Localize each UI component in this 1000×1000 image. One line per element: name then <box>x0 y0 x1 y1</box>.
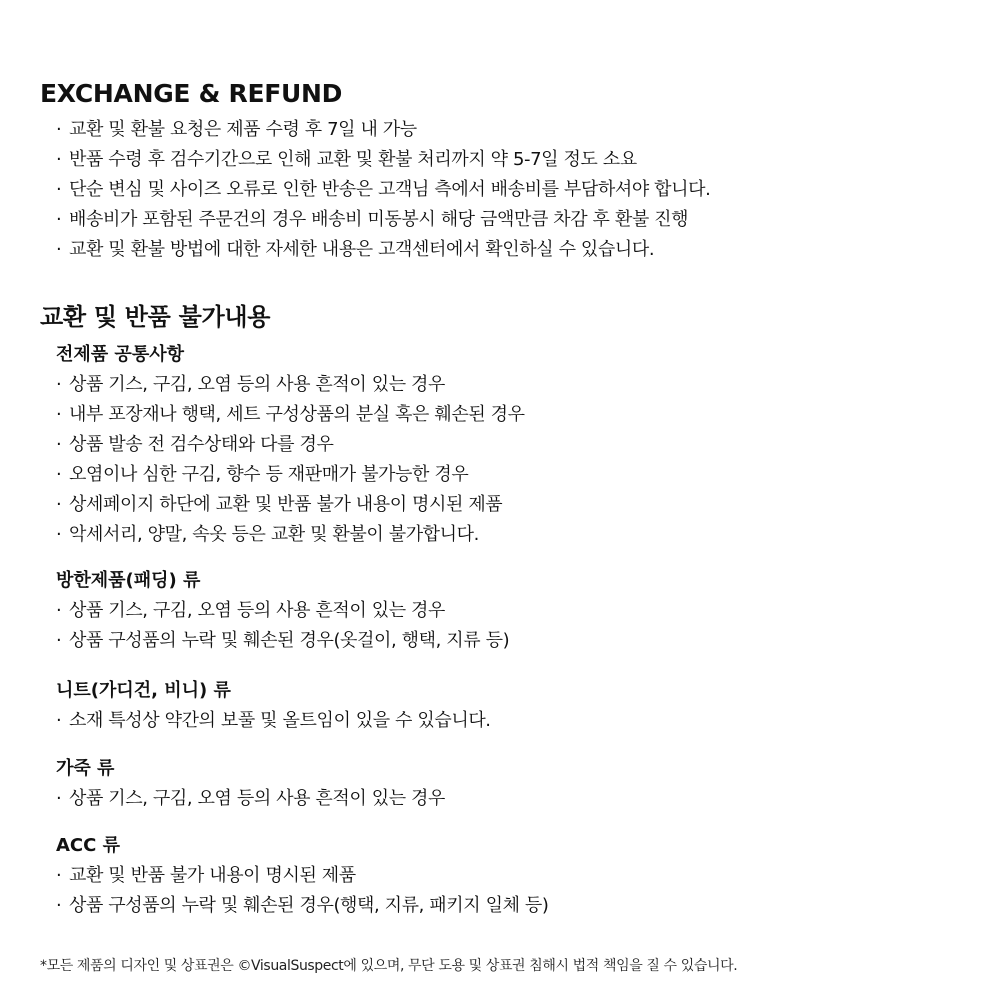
non-returnable-item: · 오염이나 심한 구김, 향수 등 재판매가 불가능한 경우 <box>56 464 469 485</box>
bullet: · <box>56 404 62 425</box>
bullet: · <box>56 179 62 200</box>
bullet: · <box>56 149 62 170</box>
non-returnable-item: · 상품 구성품의 누락 및 훼손된 경우(행택, 지류, 패키지 일체 등) <box>56 895 549 916</box>
exchange-refund-item: · 교환 및 환불 요청은 제품 수령 후 7일 내 가능 <box>56 119 417 140</box>
exchange-refund-item: · 배송비가 포함된 주문건의 경우 배송비 미동봉시 해당 금액만큼 차감 후 환불 진행 <box>56 209 689 230</box>
bullet: · <box>56 895 62 916</box>
bullet: · <box>56 494 62 515</box>
non-returnable-item: · 악세서리, 양말, 속옷 등은 교환 및 환불이 불가합니다. <box>56 524 479 545</box>
bullet: · <box>56 464 62 485</box>
section-heading-padding: 방한제품(패딩) 류 <box>56 570 201 591</box>
exchange-refund-item: · 반품 수령 후 검수기간으로 인해 교환 및 환불 처리까지 약 5-7일 정도 소요 <box>56 149 637 170</box>
bullet: · <box>56 788 62 809</box>
bullet: · <box>56 119 62 140</box>
exchange-refund-item: · 단순 변심 및 사이즈 오류로 인한 반송은 고객님 측에서 배송비를 부담하셔야 합니다. <box>56 179 711 200</box>
bullet: · <box>56 710 62 731</box>
non-returnable-item: · 상세페이지 하단에 교환 및 반품 불가 내용이 명시된 제품 <box>56 494 503 515</box>
bullet: · <box>56 239 62 260</box>
section-heading-acc: ACC 류 <box>56 835 121 856</box>
non-returnable-item: · 상품 구성품의 누락 및 훼손된 경우(옷걸이, 행택, 지류 등) <box>56 630 510 651</box>
non-returnable-item: · 교환 및 반품 불가 내용이 명시된 제품 <box>56 865 356 886</box>
non-returnable-item: · 상품 기스, 구김, 오염 등의 사용 흔적이 있는 경우 <box>56 600 445 621</box>
bullet: · <box>56 600 62 621</box>
bullet: · <box>56 524 62 545</box>
section-heading-knit: 니트(가디건, 비니) 류 <box>56 680 231 701</box>
bullet: · <box>56 630 62 651</box>
non-returnable-item: · 내부 포장재나 행택, 세트 구성상품의 분실 혹은 훼손된 경우 <box>56 404 525 425</box>
non-returnable-item: · 상품 발송 전 검수상태와 다를 경우 <box>56 434 334 455</box>
copyright-notice: *모든 제품의 디자인 및 상표권은 ©VisualSuspect에 있으며, 무단 도용 및 상표권 침해시 법적 책임을 질 수 있습니다. <box>40 958 738 974</box>
bullet: · <box>56 434 62 455</box>
bullet: · <box>56 865 62 886</box>
exchange-refund-item: · 교환 및 환불 방법에 대한 자세한 내용은 고객센터에서 확인하실 수 있습니다. <box>56 239 655 260</box>
non-returnable-item: · 상품 기스, 구김, 오염 등의 사용 흔적이 있는 경우 <box>56 788 445 809</box>
non-returnable-title: 교환 및 반품 불가내용 <box>40 303 271 331</box>
non-returnable-item: · 소재 특성상 약간의 보풀 및 올트임이 있을 수 있습니다. <box>56 710 491 731</box>
bullet: · <box>56 209 62 230</box>
exchange-refund-title: EXCHANGE & REFUND <box>40 79 343 108</box>
section-heading-common: 전제품 공통사항 <box>56 344 184 365</box>
non-returnable-item: · 상품 기스, 구김, 오염 등의 사용 흔적이 있는 경우 <box>56 374 445 395</box>
bullet: · <box>56 374 62 395</box>
section-heading-leather: 가죽 류 <box>56 758 115 779</box>
